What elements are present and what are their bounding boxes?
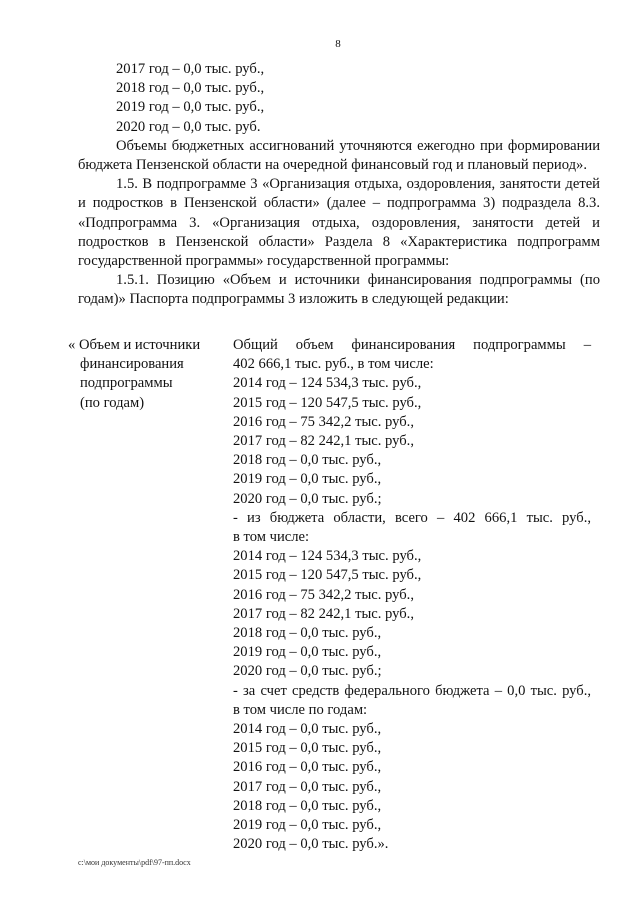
right-cell-line: - из бюджета области, всего – 402 666,1 тыс. руб.,	[233, 509, 591, 526]
right-cell-line: 2014 год – 124 534,3 тыс. руб.,	[233, 548, 422, 565]
paragraph-budget-note: Объемы бюджетных ассигнований уточняются ежегодно при формировании бюджета Пензенской области на очередной финансовый год и плановый период».	[78, 137, 600, 174]
right-cell-line: 2018 год – 0,0 тыс. руб.,	[233, 452, 382, 469]
right-cell-line: 2017 год – 0,0 тыс. руб.,	[233, 778, 382, 795]
right-cell-line: 2015 год – 0,0 тыс. руб.,	[233, 740, 382, 757]
funding-line-2017: 2017 год – 0,0 тыс. руб.,	[116, 61, 265, 77]
funding-line-2018: 2018 год – 0,0 тыс. руб.,	[116, 80, 265, 97]
right-cell-line: 2014 год – 0,0 тыс. руб.,	[233, 721, 382, 738]
passport-left-column	[68, 336, 223, 413]
funding-line-2019: 2019 год – 0,0 тыс. руб.,	[116, 99, 265, 116]
right-cell-line: 2017 год – 82 242,1 тыс. руб.,	[233, 605, 414, 622]
right-cell-line: 2020 год – 0,0 тыс. руб.».	[233, 836, 389, 853]
right-cell-line: 2016 год – 75 342,2 тыс. руб.,	[233, 413, 414, 430]
right-cell-line: 2016 год – 75 342,2 тыс. руб.,	[233, 586, 414, 603]
passport-right-column	[233, 336, 591, 854]
right-cell-line: в том числе по годам:	[233, 701, 368, 718]
paragraph-1-5-1: 1.5.1. Позицию «Объем и источники финансирования подпрограммы (по годам)» Паспорта подпрограммы 3 изложить в следующей редакции:	[78, 272, 600, 308]
right-cell-line: 2018 год – 0,0 тыс. руб.,	[233, 625, 382, 642]
paragraph-subprogram-3: 1.5. В подпрограмме 3 «Организация отдыха, оздоровления, занятости детей и подростков в Пензенской области» (далее – подпрограмма 3) подраздела 8.3. «Подпрограмма 3. «Организация отдыха, оздоровления, занятости детей и подростков в Пензенской области» Раздела 8 «Характеристика подпрограмм государственной программы» государственной программы:	[78, 176, 600, 270]
body-text	[78, 60, 600, 310]
footer-file-path: c:\мои документы\pdf\97-пп.docx	[78, 858, 191, 867]
left-cell-line: « Объем и источники	[68, 337, 201, 353]
right-cell-line: Общий объем финансирования подпрограммы –	[233, 337, 591, 353]
right-cell-line: 2015 год – 120 547,5 тыс. руб.,	[233, 394, 422, 411]
left-cell-line: подпрограммы	[80, 375, 173, 392]
funding-line-2020: 2020 год – 0,0 тыс. руб.	[116, 118, 261, 135]
right-cell-line: 2017 год – 82 242,1 тыс. руб.,	[233, 433, 414, 450]
right-cell-line: 2018 год – 0,0 тыс. руб.,	[233, 797, 382, 814]
right-cell-line: 2015 год – 120 547,5 тыс. руб.,	[233, 567, 422, 584]
right-cell-line: 2019 год – 0,0 тыс. руб.,	[233, 644, 382, 661]
page-number: 8	[335, 38, 341, 50]
right-cell-line: 2019 год – 0,0 тыс. руб.,	[233, 817, 382, 834]
right-cell-line: 2014 год – 124 534,3 тыс. руб.,	[233, 375, 422, 392]
right-cell-line: 402 666,1 тыс. руб., в том числе:	[233, 356, 434, 373]
right-cell-line: 2019 год – 0,0 тыс. руб.,	[233, 471, 382, 488]
right-cell-line: - за счет средств федерального бюджета – 0,0 тыс. руб.,	[233, 682, 591, 699]
right-cell-line: в том числе:	[233, 529, 310, 546]
left-cell-line: финансирования	[80, 356, 184, 373]
left-cell-line: (по годам)	[80, 394, 145, 411]
right-cell-line: 2020 год – 0,0 тыс. руб.;	[233, 663, 382, 680]
right-cell-line: 2016 год – 0,0 тыс. руб.,	[233, 759, 382, 776]
right-cell-line: 2020 год – 0,0 тыс. руб.;	[233, 490, 382, 507]
